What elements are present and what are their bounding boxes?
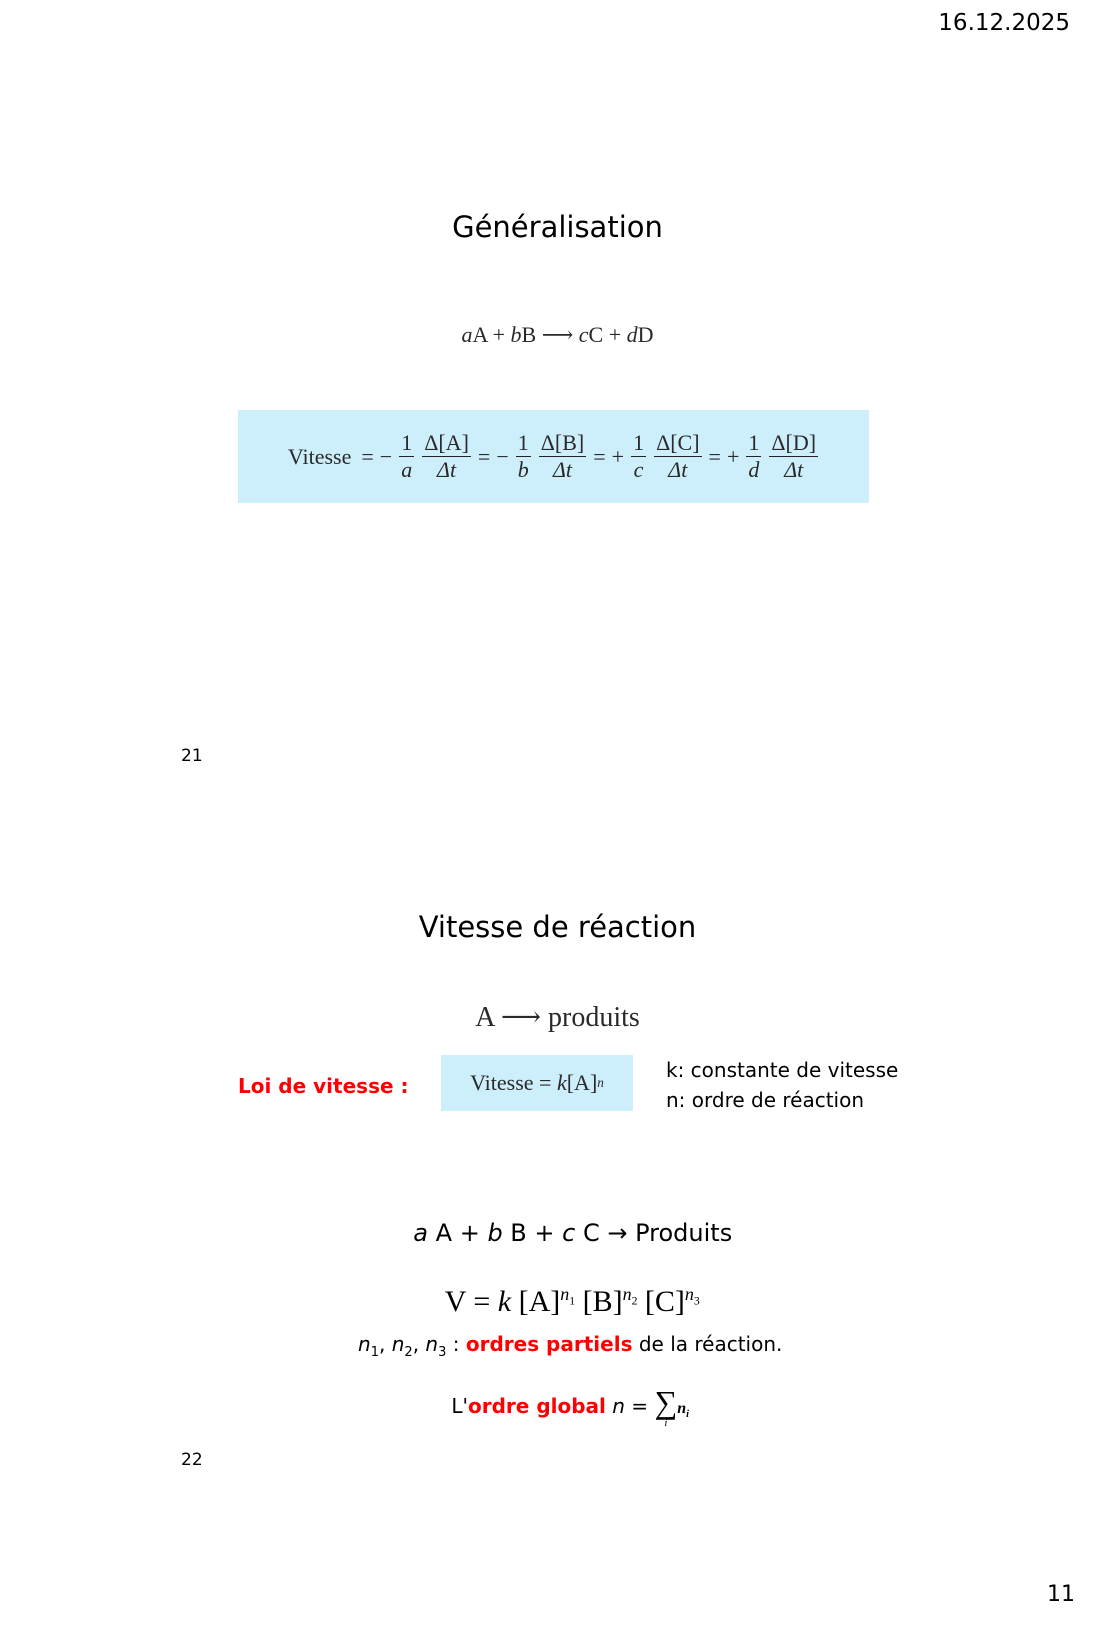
reaction-arrow-icon: ⟶ — [541, 322, 574, 347]
slide-number: 22 — [181, 1450, 203, 1470]
equals-sign: = — [361, 443, 374, 469]
product: produits — [548, 1002, 640, 1033]
rate-constant: k — [556, 1070, 567, 1095]
global-order-highlight: ordre global — [468, 1394, 606, 1418]
coef-a: a — [461, 322, 473, 347]
partial-orders-line: $n_1$, $n_2$, $n_3$ : ordres partiels de la réaction. — [358, 1332, 783, 1360]
coef-fraction: $\frac{1}{c}$ — [633, 429, 645, 482]
reactant: A — [475, 1002, 494, 1033]
slide-title: Vitesse de réaction — [418, 910, 697, 944]
rate-law-label: Loi de vitesse : — [238, 1074, 409, 1098]
partial-orders-highlight: ordres partiels — [465, 1332, 633, 1356]
sigma-icon: ∑ — [654, 1384, 678, 1420]
coef-fraction: $\frac{1}{d}$ — [748, 429, 760, 482]
coef-d: d — [626, 322, 638, 347]
coef-fraction: $\frac{1}{a}$ — [401, 429, 413, 482]
sign: + — [611, 443, 625, 469]
reaction-equation — [0, 322, 1115, 348]
sign: − — [379, 443, 393, 469]
general-rate-law: V = k $[A]^{n_1}$ $[B]^{n_2}$ $[C]^{n_3}$ — [444, 1284, 700, 1318]
rate-label: Vitesse — [287, 443, 352, 469]
delta-fraction: $\frac{\Delta[D]}{\Delta t}$ — [771, 429, 817, 482]
species-b: B — [521, 322, 537, 347]
coef-b: b — [510, 322, 522, 347]
note-n: n: ordre de réaction — [666, 1088, 865, 1112]
sign: − — [496, 443, 509, 469]
header-date: 16.12.2025 — [938, 10, 1070, 36]
species-a: A — [472, 322, 488, 347]
species-d: D — [637, 322, 654, 347]
equals-sign: = — [593, 443, 606, 469]
delta-fraction: $\frac{\Delta[A]}{\Delta t}$ — [424, 429, 469, 482]
reaction-arrow-icon: ⟶ — [500, 1002, 542, 1033]
plus-sign: + — [492, 322, 506, 347]
arrow-icon: → — [607, 1219, 628, 1247]
coef-c: c — [578, 322, 589, 347]
global-order-line: L'ordre global n = ∑ i $n_i$ — [451, 1384, 690, 1429]
delta-fraction: $\frac{\Delta[B]}{\Delta t}$ — [540, 429, 585, 482]
delta-fraction: $\frac{\Delta[C]}{\Delta t}$ — [656, 429, 700, 482]
sign: + — [726, 443, 740, 469]
equals-sign: = — [477, 443, 491, 469]
coef-fraction: $\frac{1}{b}$ — [517, 429, 529, 482]
slide-title: Généralisation — [452, 210, 663, 244]
equals-sign: = — [708, 443, 721, 469]
note-k: k: constante de vitesse — [666, 1058, 899, 1082]
slide-number: 21 — [181, 746, 203, 766]
species-c: C — [588, 322, 604, 347]
plus-sign: + — [608, 322, 622, 347]
rate-formula-box — [238, 410, 869, 503]
simple-reaction — [0, 1000, 1115, 1034]
concentration: [A] — [566, 1070, 598, 1095]
rate-law-prefix: Vitesse = — [470, 1070, 557, 1095]
rate-law-notes — [666, 1055, 898, 1115]
order-exponent: n — [597, 1075, 604, 1090]
general-reaction: a A + b B + c C → Produits — [413, 1219, 733, 1247]
rate-law-box — [441, 1055, 633, 1111]
page-number: 11 — [1047, 1582, 1075, 1607]
